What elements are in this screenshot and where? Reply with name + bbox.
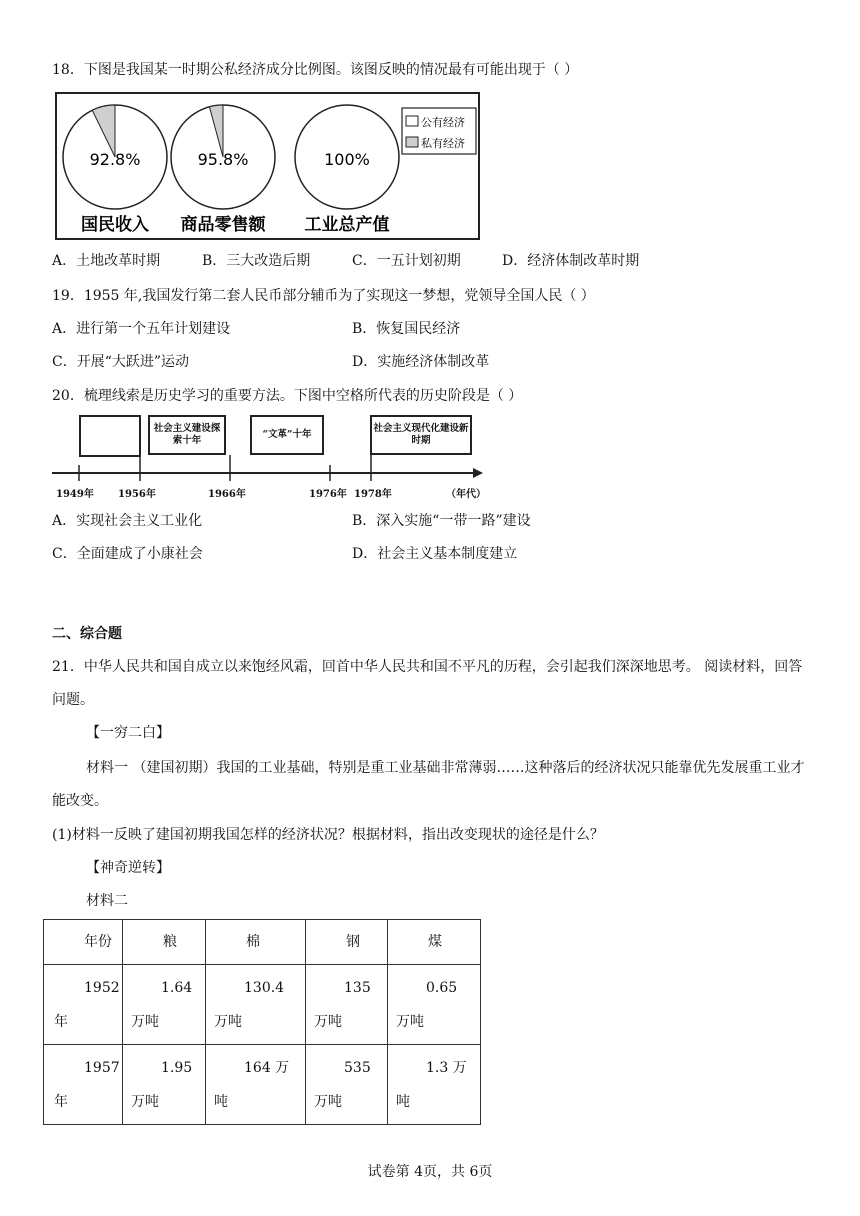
table-header-cell: 钢 <box>346 934 360 950</box>
timeline-box-cultural-revolution: “文革”十年 <box>250 415 324 455</box>
q18-option-b[interactable]: B．三大改造后期 <box>202 253 311 269</box>
q20-option-d[interactable]: D．社会主义基本制度建立 <box>352 546 518 562</box>
material-2-label: 材料二 <box>86 893 128 909</box>
table-cell-unit: 吨 <box>214 1094 228 1110</box>
timeline-box-exploration: 社会主义建设探索十年 <box>148 415 226 455</box>
pie-title: 国民收入 <box>81 215 149 235</box>
timeline-year-1956: 1956年 <box>118 489 156 500</box>
table-cell: 1957 <box>84 1060 120 1076</box>
table-cell-unit: 万吨 <box>214 1014 242 1030</box>
table-cell-unit: 万吨 <box>314 1094 342 1110</box>
q18-option-d[interactable]: D．经济体制改革时期 <box>502 253 640 269</box>
table-cell-unit: 万吨 <box>131 1014 159 1030</box>
page-footer: 试卷第 4页，共 6页 <box>367 1164 493 1180</box>
q21-intro: 21．中华人民共和国自成立以来饱经风霜，回首中华人民共和国不平凡的历程，会引起我们深深地思考。 阅读材料，回答问题。 <box>52 659 803 708</box>
table-cell-unit: 吨 <box>396 1094 410 1110</box>
table-cell: 164 万 <box>244 1060 290 1076</box>
table-cell: 1.64 <box>161 980 193 996</box>
heading-shenqi-nizhuan: 【神奇逆转】 <box>86 860 170 876</box>
table-header-row <box>44 920 481 965</box>
q20-option-c[interactable]: C．全面建成了小康社会 <box>52 546 203 562</box>
table-cell-unit: 年 <box>54 1094 68 1110</box>
table-header-cell: 煤 <box>428 934 442 950</box>
table-cell: 1.95 <box>161 1060 193 1076</box>
legend-label: 公有经济 <box>421 116 465 129</box>
pie-value-label: 95.8% <box>197 150 249 169</box>
pie-chart-svg <box>57 94 482 242</box>
table-cell-unit: 万吨 <box>131 1094 159 1110</box>
legend-label: 私有经济 <box>421 137 465 150</box>
timeline-box-modernization: 社会主义现代化建设新时期 <box>370 415 472 455</box>
table-cell: 1952 <box>84 980 120 996</box>
q19-option-a[interactable]: A．进行第一个五年计划建设 <box>52 321 231 337</box>
q19-option-b[interactable]: B．恢复国民经济 <box>352 321 461 337</box>
q18-option-a[interactable]: A．土地改革时期 <box>52 253 161 269</box>
pie-value-label: 100% <box>324 150 370 169</box>
legend-swatch <box>406 137 418 147</box>
table-header-cell: 年份 <box>84 934 112 950</box>
q20-stem: 20．梳理线索是历史学习的重要方法。下图中空格所代表的历史阶段是（ ） <box>52 388 523 404</box>
table-cell-unit: 万吨 <box>314 1014 342 1030</box>
q18-option-c[interactable]: C．一五计划初期 <box>352 253 461 269</box>
table-cell-unit: 年 <box>54 1014 68 1030</box>
q18-pie-figure <box>55 92 480 240</box>
table-cell-unit: 万吨 <box>396 1014 424 1030</box>
timeline-year-1966: 1966年 <box>208 489 246 500</box>
table-header-cell: 棉 <box>246 934 260 950</box>
table-row <box>44 1045 481 1125</box>
timeline-year-1949: 1949年 <box>56 489 94 500</box>
q19-option-c[interactable]: C．开展“大跃进”运动 <box>52 354 190 370</box>
table-cell: 1.3 万 <box>426 1060 467 1076</box>
q18-stem: 18．下图是我国某一时期公私经济成分比例图。该图反映的情况最有可能出现于（ ） <box>52 62 579 78</box>
section-title: 二、综合题 <box>52 626 122 642</box>
table-cell: 0.65 <box>426 980 458 996</box>
timeline-axis <box>48 410 488 485</box>
q19-option-d[interactable]: D．实施经济体制改革 <box>352 354 490 370</box>
material-1: 材料一 （建国初期）我国的工业基础，特别是重工业基础非常薄弱……这种落后的经济状况只能靠优先发展重工业才能改变。 <box>52 760 805 809</box>
pie-title: 商品零售额 <box>180 215 266 235</box>
table-row <box>44 965 481 1045</box>
q19-stem: 19．1955 年,我国发行第二套人民币部分辅币为了实现这一梦想，党领导全国人民（ ） <box>52 288 595 304</box>
pie-value-label: 92.8% <box>89 150 141 169</box>
heading-yiqiong-erbai: 【一穷二白】 <box>86 725 170 741</box>
timeline-year-1978: 1978年 <box>354 489 392 500</box>
question-1: (1)材料一反映了建国初期我国怎样的经济状况？根据材料，指出改变现状的途径是什么？ <box>52 827 604 843</box>
timeline-unit-label: （年代） <box>446 489 486 500</box>
q20-timeline-figure <box>48 410 488 500</box>
q20-option-a[interactable]: A．实现社会主义工业化 <box>52 513 203 529</box>
legend-swatch <box>406 116 418 126</box>
pie-title: 工业总产值 <box>304 215 390 235</box>
production-table <box>43 919 481 1125</box>
table-cell: 130.4 <box>244 980 285 996</box>
table-cell: 135 <box>344 980 371 996</box>
table-header-cell: 粮 <box>163 934 177 950</box>
q20-option-b[interactable]: B．深入实施“一带一路”建设 <box>352 513 531 529</box>
table-cell: 535 <box>344 1060 371 1076</box>
timeline-year-1976: 1976年 <box>309 489 347 500</box>
